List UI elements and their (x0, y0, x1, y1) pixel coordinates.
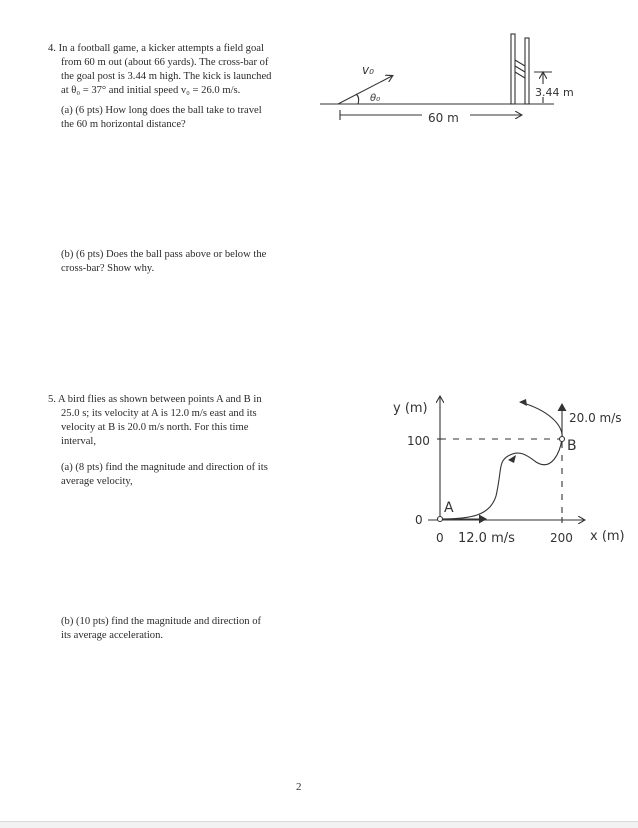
theta-label: θ₀ (370, 93, 381, 104)
problem-5a-line-2: average velocity, (61, 476, 133, 487)
problem-4a-line-2: the 60 m horizontal distance? (61, 119, 186, 130)
goal-post-right (525, 38, 529, 104)
problem-4b-line-2: cross-bar? Show why. (61, 263, 155, 274)
problem-5a-line-1: (a) (8 pts) find the magnitude and direction of its (61, 462, 268, 473)
problem-4-line-2: from 60 m out (about 66 yards). The cross-bar of (61, 57, 269, 68)
height-label: 3.44 m (535, 86, 574, 99)
problem-5-line-3: velocity at B is 20.0 m/s north. For this time (61, 422, 249, 433)
cross-bar-3 (515, 72, 525, 78)
v0-label: v₀ (362, 63, 374, 77)
x-tick-0-label: 0 (436, 531, 444, 545)
y-tick-0-label: 0 (415, 513, 423, 527)
problem-5-line-2: 25.0 s; its velocity at A is 12.0 m/s east and its (61, 408, 257, 419)
problem-4-line-3: the goal post is 3.44 m high. The kick is launched (61, 71, 272, 82)
path-direction-arrow-1 (508, 455, 516, 463)
problem-4-line-4: at θ₀ = 37° and initial speed v₀ = 26.0 m/s. (61, 85, 241, 96)
velocity-a-label: 12.0 m/s (458, 531, 515, 546)
scan-edge (0, 821, 638, 828)
y-axis-label: y (m) (393, 401, 428, 416)
bird-path (440, 402, 562, 519)
goal-post-left (511, 34, 515, 104)
problem-5-line-4: interval, (61, 436, 97, 447)
x-tick-200-label: 200 (550, 531, 573, 545)
distance-label: 60 m (428, 111, 459, 125)
x-axis-label: x (m) (590, 529, 625, 544)
y-tick-100-label: 100 (407, 434, 430, 448)
football-figure (320, 34, 554, 120)
problem-5-line-1: 5. A bird flies as shown between points A and B in (48, 394, 262, 405)
point-a-label: A (444, 500, 454, 516)
v0-arrow (338, 76, 392, 104)
problem-5b-line-2: its average acceleration. (61, 630, 164, 641)
cross-bar (515, 60, 525, 66)
cross-bar-2 (515, 66, 525, 72)
velocity-b-label: 20.0 m/s (569, 411, 622, 425)
point-b-marker (560, 437, 565, 442)
problem-5b-line-1: (b) (10 pts) find the magnitude and direction of (61, 616, 262, 627)
point-b-label: B (567, 438, 577, 454)
problem-4a-line-1: (a) (6 pts) How long does the ball take to travel (61, 105, 262, 116)
problem-4-line-1: 4. In a football game, a kicker attempts a field goal (48, 43, 264, 54)
page-number: 2 (296, 781, 302, 793)
point-a-marker (438, 517, 443, 522)
path-direction-arrow-2 (519, 399, 527, 406)
problem-4b-line-1: (b) (6 pts) Does the ball pass above or below the (61, 249, 267, 260)
theta-arc (356, 94, 359, 104)
